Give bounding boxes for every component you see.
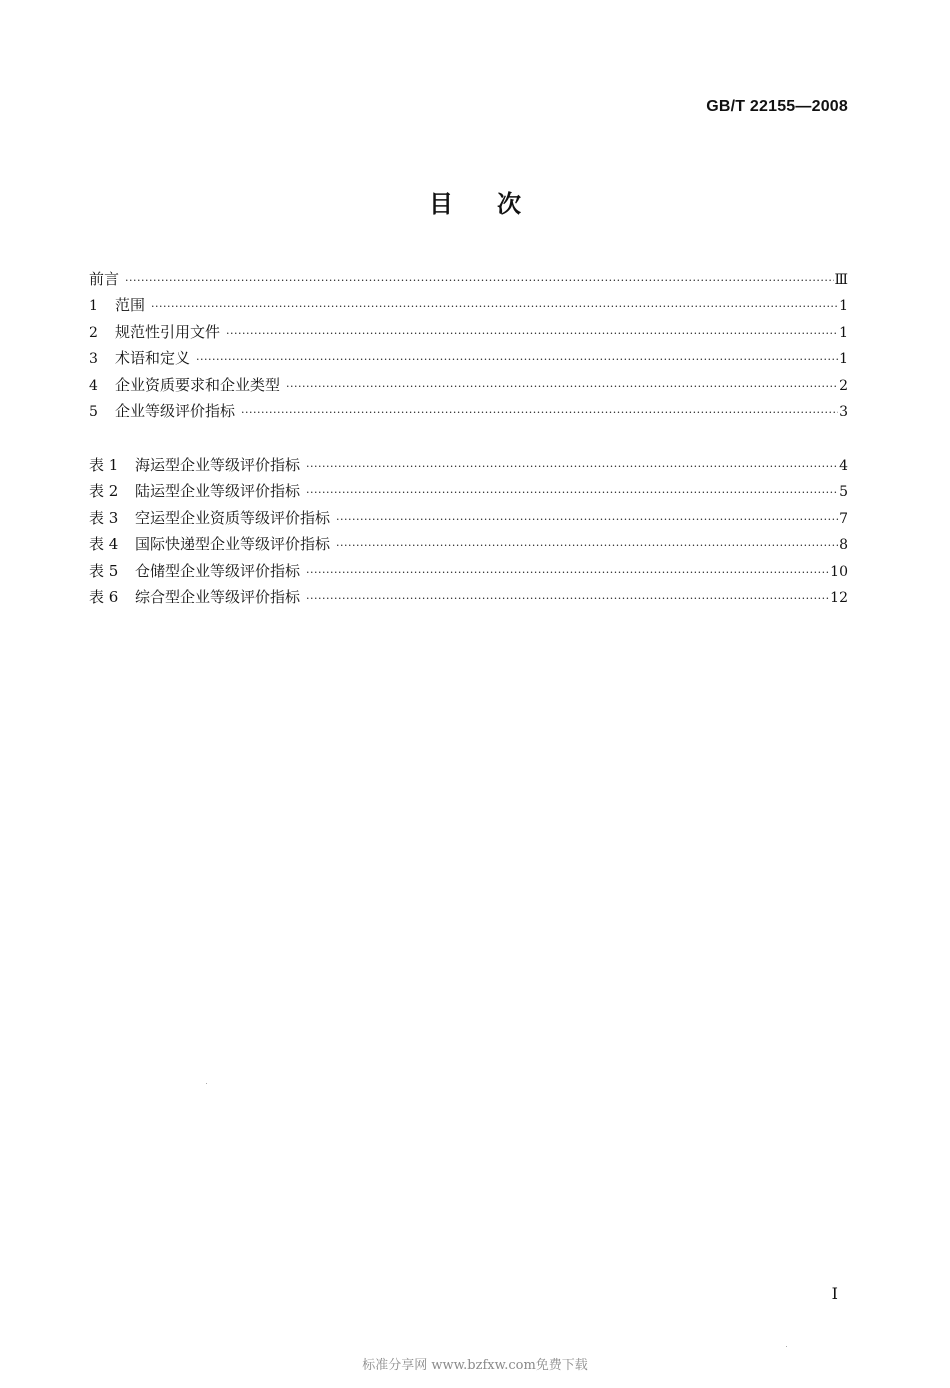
toc-entry-page: 12 [830, 589, 848, 606]
toc-tables [89, 452, 848, 610]
toc-entry-label: 仓储型企业等级评价指标 [135, 561, 301, 580]
scan-speck [786, 1346, 787, 1347]
dot-leader [306, 560, 830, 586]
toc-entry-table-1[interactable] [89, 452, 848, 478]
toc-entry-label: 空运型企业资质等级评价指标 [135, 508, 331, 527]
toc-entry-page: 8 [839, 537, 848, 554]
toc-entry-number: 表 1 [89, 456, 119, 474]
toc-entry-page: 1 [839, 324, 848, 341]
toc-entry-label: 综合型企业等级评价指标 [135, 587, 301, 606]
toc-entry-number: 4 [89, 377, 98, 394]
dot-leader [125, 268, 834, 294]
dot-leader [306, 480, 838, 506]
standard-code: GB/T 22155—2008 [706, 98, 848, 115]
toc-entry-table-4[interactable] [89, 531, 848, 557]
dot-leader [306, 454, 838, 480]
toc-entry-table-5[interactable] [89, 558, 848, 584]
toc-entry-table-6[interactable] [89, 584, 848, 610]
toc-entry-section-2[interactable] [89, 319, 848, 345]
dot-leader [336, 507, 838, 533]
toc-sections [89, 266, 848, 424]
toc-entry-number: 表 3 [89, 508, 119, 527]
toc-entry-number: 表 6 [89, 587, 119, 606]
toc-entry-number: 2 [89, 324, 98, 341]
watermark-text: 标准分享网 www.bzfxw.com免费下载 [362, 1358, 588, 1373]
toc-title-char-2: 次 [497, 190, 521, 218]
toc-entry-number: 1 [89, 298, 98, 315]
toc-entry-page: 10 [830, 563, 848, 580]
toc-entry-page: 4 [839, 458, 848, 474]
dot-leader [241, 400, 838, 426]
toc-entry-label: 陆运型企业等级评价指标 [135, 482, 301, 501]
toc-entry-section-4[interactable] [89, 372, 848, 398]
toc-entry-label: 术语和定义 [115, 349, 191, 368]
toc-entry-section-5[interactable] [89, 398, 848, 424]
toc-entry-page: 7 [839, 510, 848, 527]
toc-entry-page: 3 [839, 403, 848, 420]
toc-entry-label: 范围 [115, 296, 146, 315]
toc-entry-number: 表 5 [89, 561, 119, 580]
dot-leader [306, 586, 830, 612]
toc-entry-page: 2 [839, 377, 848, 394]
toc-entry-section-3[interactable] [89, 345, 848, 371]
toc-entry-table-3[interactable] [89, 505, 848, 531]
scan-speck [206, 1083, 207, 1084]
dot-leader [151, 294, 838, 320]
toc-entry-number: 表 4 [89, 535, 119, 554]
toc-title-char-1: 目 [429, 190, 453, 218]
toc-entry-label: 企业资质要求和企业类型 [115, 375, 281, 394]
toc-entry-label: 海运型企业等级评价指标 [135, 456, 301, 474]
toc-entry-page: Ⅲ [834, 272, 848, 288]
toc-entry-number: 3 [89, 351, 98, 368]
toc-entry-page: 5 [839, 484, 848, 501]
dot-leader [336, 533, 838, 559]
page-number: I [831, 1284, 838, 1303]
dot-leader [286, 374, 838, 400]
dot-leader [196, 347, 838, 373]
toc-entry-section-1[interactable] [89, 292, 848, 318]
toc-entry-page: 1 [839, 298, 848, 315]
toc-entry-label: 前言 [89, 270, 120, 288]
toc-entry-number: 5 [89, 403, 98, 420]
toc-entry-label: 国际快递型企业等级评价指标 [135, 535, 331, 554]
toc-entry-label: 企业等级评价指标 [115, 401, 236, 420]
toc-entry-label: 规范性引用文件 [115, 322, 221, 341]
toc-entry-table-2[interactable] [89, 478, 848, 504]
toc-title [0, 184, 950, 219]
dot-leader [226, 321, 838, 347]
toc-entry-foreword[interactable] [89, 266, 848, 292]
toc-entry-page: 1 [839, 351, 848, 368]
toc-entry-number: 表 2 [89, 482, 119, 501]
